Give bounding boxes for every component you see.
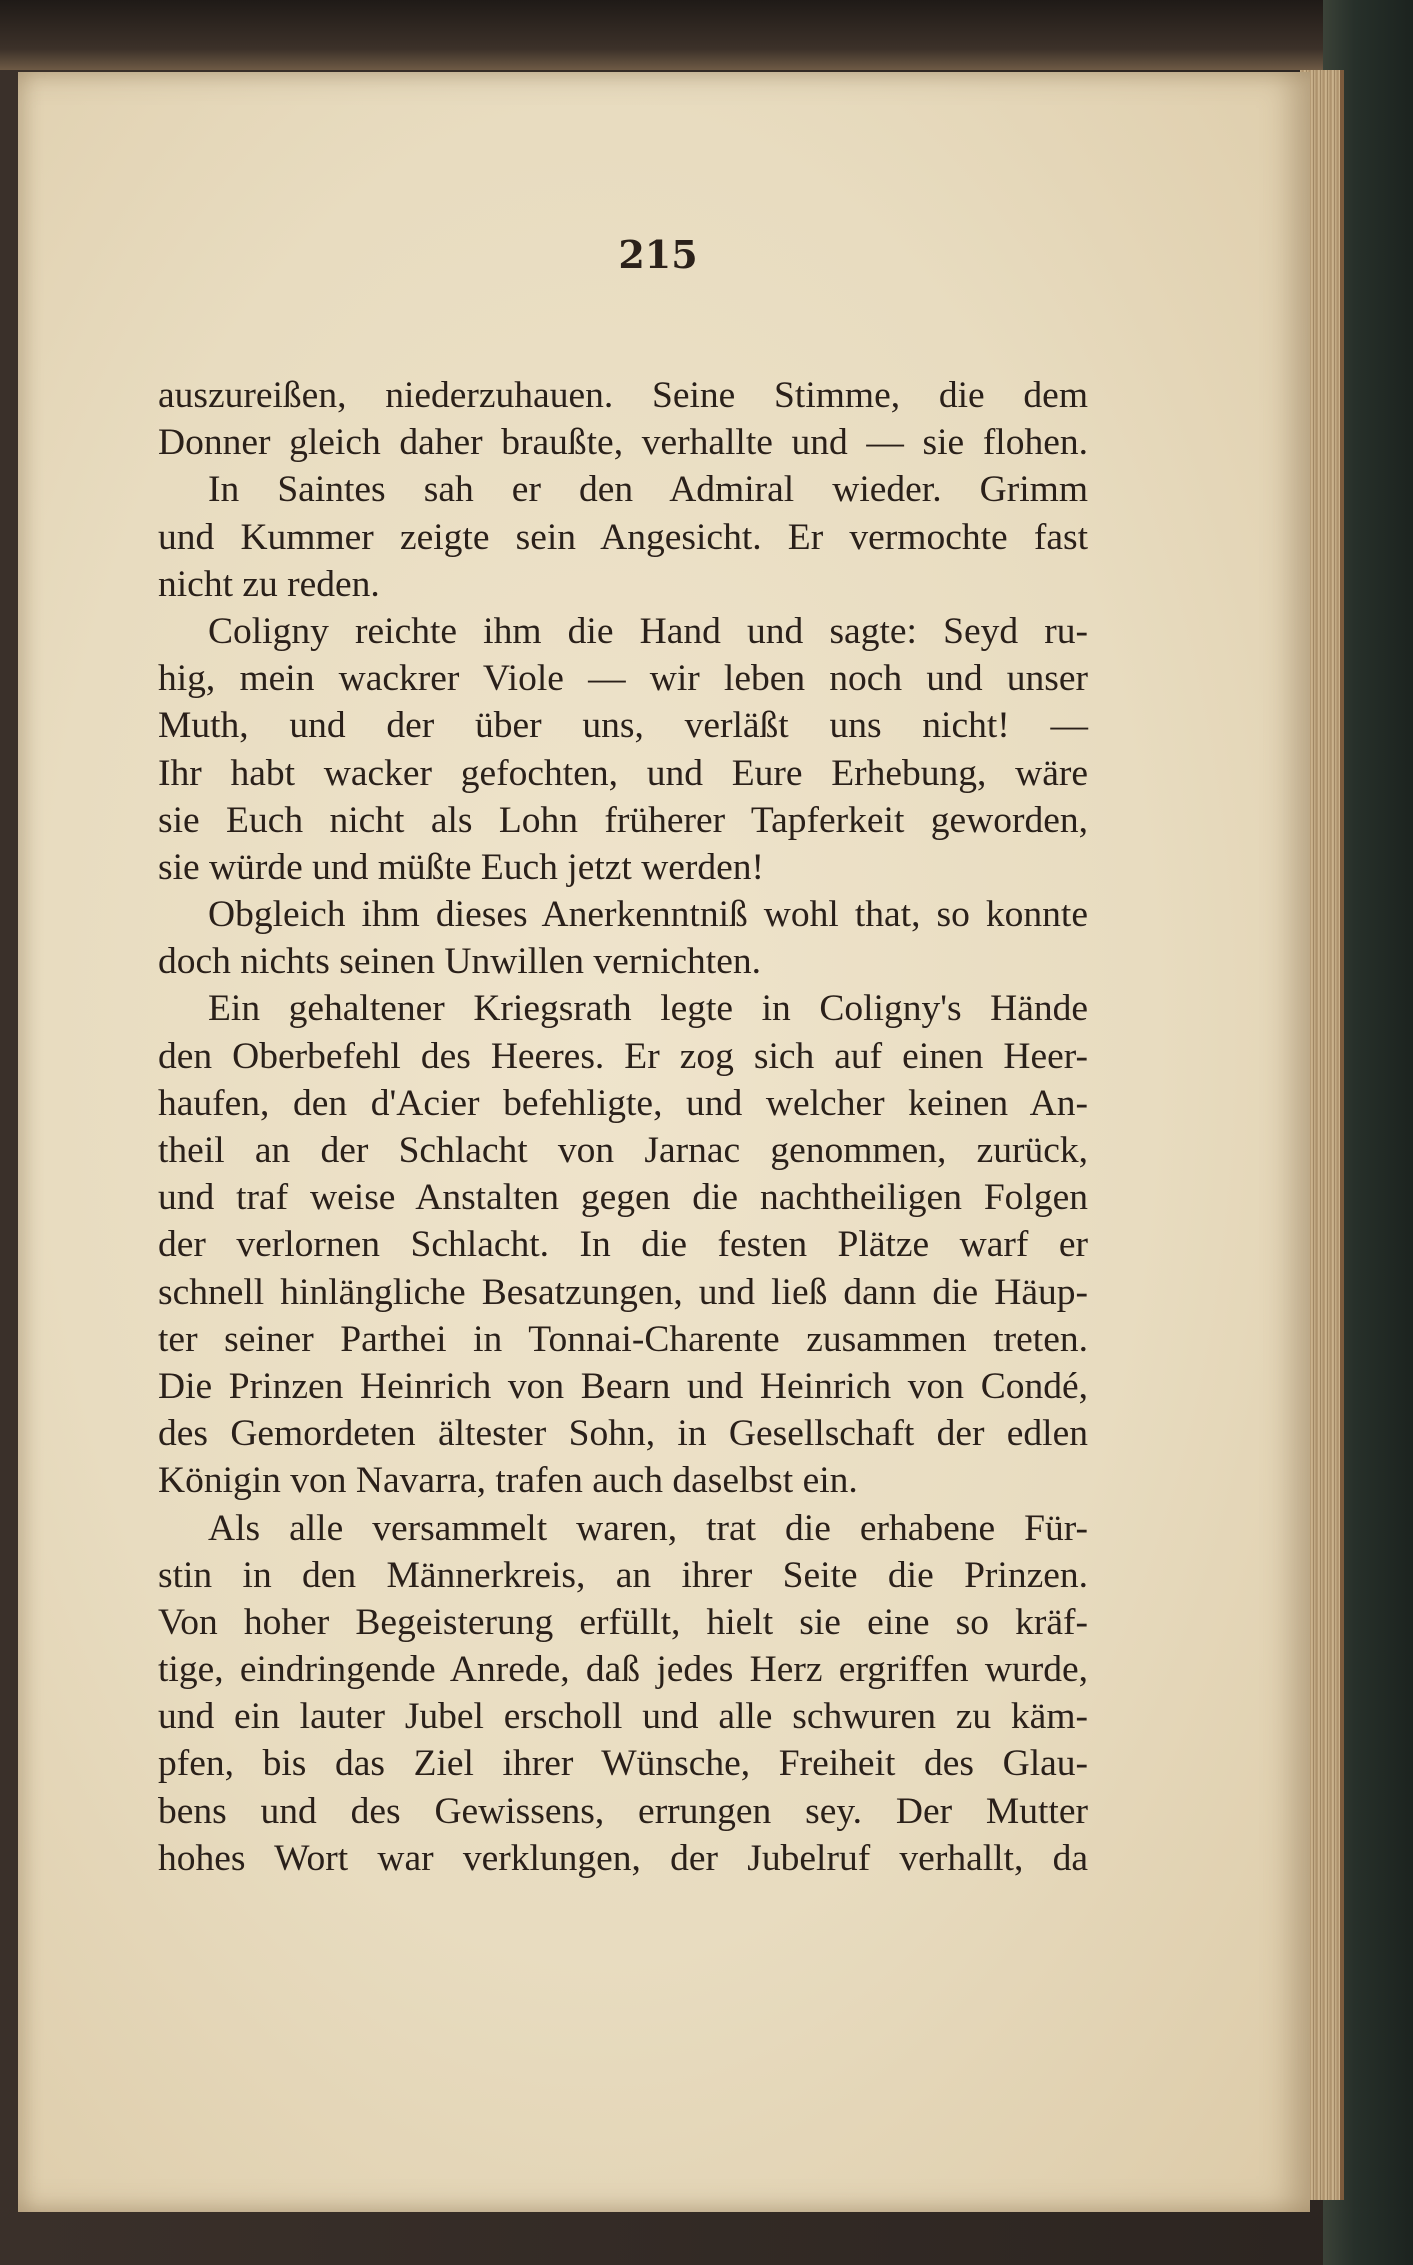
text-line: Königin von Navarra, trafen auch daselbst ein.	[158, 1460, 858, 1502]
text-line: den Oberbefehl des Heeres. Er zog sich auf einen Heer-	[158, 1035, 1088, 1077]
text-line: doch nichts seinen Unwillen vernichten.	[158, 941, 761, 983]
text-line: hig, mein wackrer Viole — wir leben noch und unser	[158, 658, 1088, 700]
text-line: auszureißen, niederzuhauen. Seine Stimme, die dem	[158, 375, 1088, 416]
book-cover-top-edge	[0, 0, 1413, 70]
text-line: hohes Wort war verklungen, der Jubelruf verhallt, da	[158, 1837, 1088, 1879]
text-line: Ein gehaltener Kriegsrath legte in Coligny's Hände	[208, 988, 1088, 1030]
text-line: Von hoher Begeisterung erfüllt, hielt sie eine so kräf-	[158, 1601, 1088, 1643]
page-number: 215	[618, 232, 698, 277]
body-text	[158, 372, 1088, 1882]
book-page	[18, 72, 1310, 2212]
text-line: sie Euch nicht als Lohn früherer Tapferkeit geworden,	[158, 799, 1088, 841]
text-line: bens und des Gewissens, errungen sey. Der Mutter	[158, 1790, 1088, 1832]
text-line: Obgleich ihm dieses Anerkenntniß wohl that, so konnte	[208, 894, 1088, 936]
text-line: Die Prinzen Heinrich von Bearn und Heinrich von Condé,	[158, 1365, 1088, 1407]
text-line: Als alle versammelt waren, trat die erhabene Für-	[208, 1507, 1088, 1549]
text-line: und Kummer zeigte sein Angesicht. Er vermochte fast	[158, 516, 1088, 558]
text-line: Ihr habt wacker gefochten, und Eure Erhebung, wäre	[158, 752, 1088, 794]
text-line: Donner gleich daher braußte, verhallte und — sie flohen.	[158, 422, 1088, 464]
text-line: des Gemordeten ältester Sohn, in Gesellschaft der edlen	[158, 1413, 1088, 1455]
text-line: tige, eindringende Anrede, daß jedes Herz ergriffen wurde,	[158, 1649, 1088, 1691]
text-line: In Saintes sah er den Admiral wieder. Grimm	[208, 469, 1088, 511]
text-line: sie würde und müßte Euch jetzt werden!	[158, 846, 765, 888]
text-line: und ein lauter Jubel erscholl und alle schwuren zu käm-	[158, 1696, 1088, 1738]
text-line: haufen, den d'Acier befehligte, und welcher keinen An-	[158, 1082, 1088, 1124]
text-line: Coligny reichte ihm die Hand und sagte: Seyd ru-	[208, 610, 1088, 652]
text-line: pfen, bis das Ziel ihrer Wünsche, Freiheit des Glau-	[158, 1743, 1088, 1785]
text-line: theil an der Schlacht von Jarnac genommen, zurück,	[158, 1130, 1088, 1171]
text-line: Muth, und der über uns, verläßt uns nicht! —	[158, 705, 1088, 747]
text-line: stin in den Männerkreis, an ihrer Seite die Prinzen.	[158, 1554, 1088, 1596]
text-line: der verlornen Schlacht. In die festen Plätze warf er	[158, 1224, 1088, 1266]
text-line: ter seiner Parthei in Tonnai-Charente zusammen treten.	[158, 1318, 1088, 1360]
text-line: und traf weise Anstalten gegen die nachtheiligen Folgen	[158, 1177, 1088, 1219]
text-line: schnell hinlängliche Besatzungen, und ließ dann die Häup-	[158, 1271, 1088, 1313]
text-line: nicht zu reden.	[158, 563, 380, 605]
